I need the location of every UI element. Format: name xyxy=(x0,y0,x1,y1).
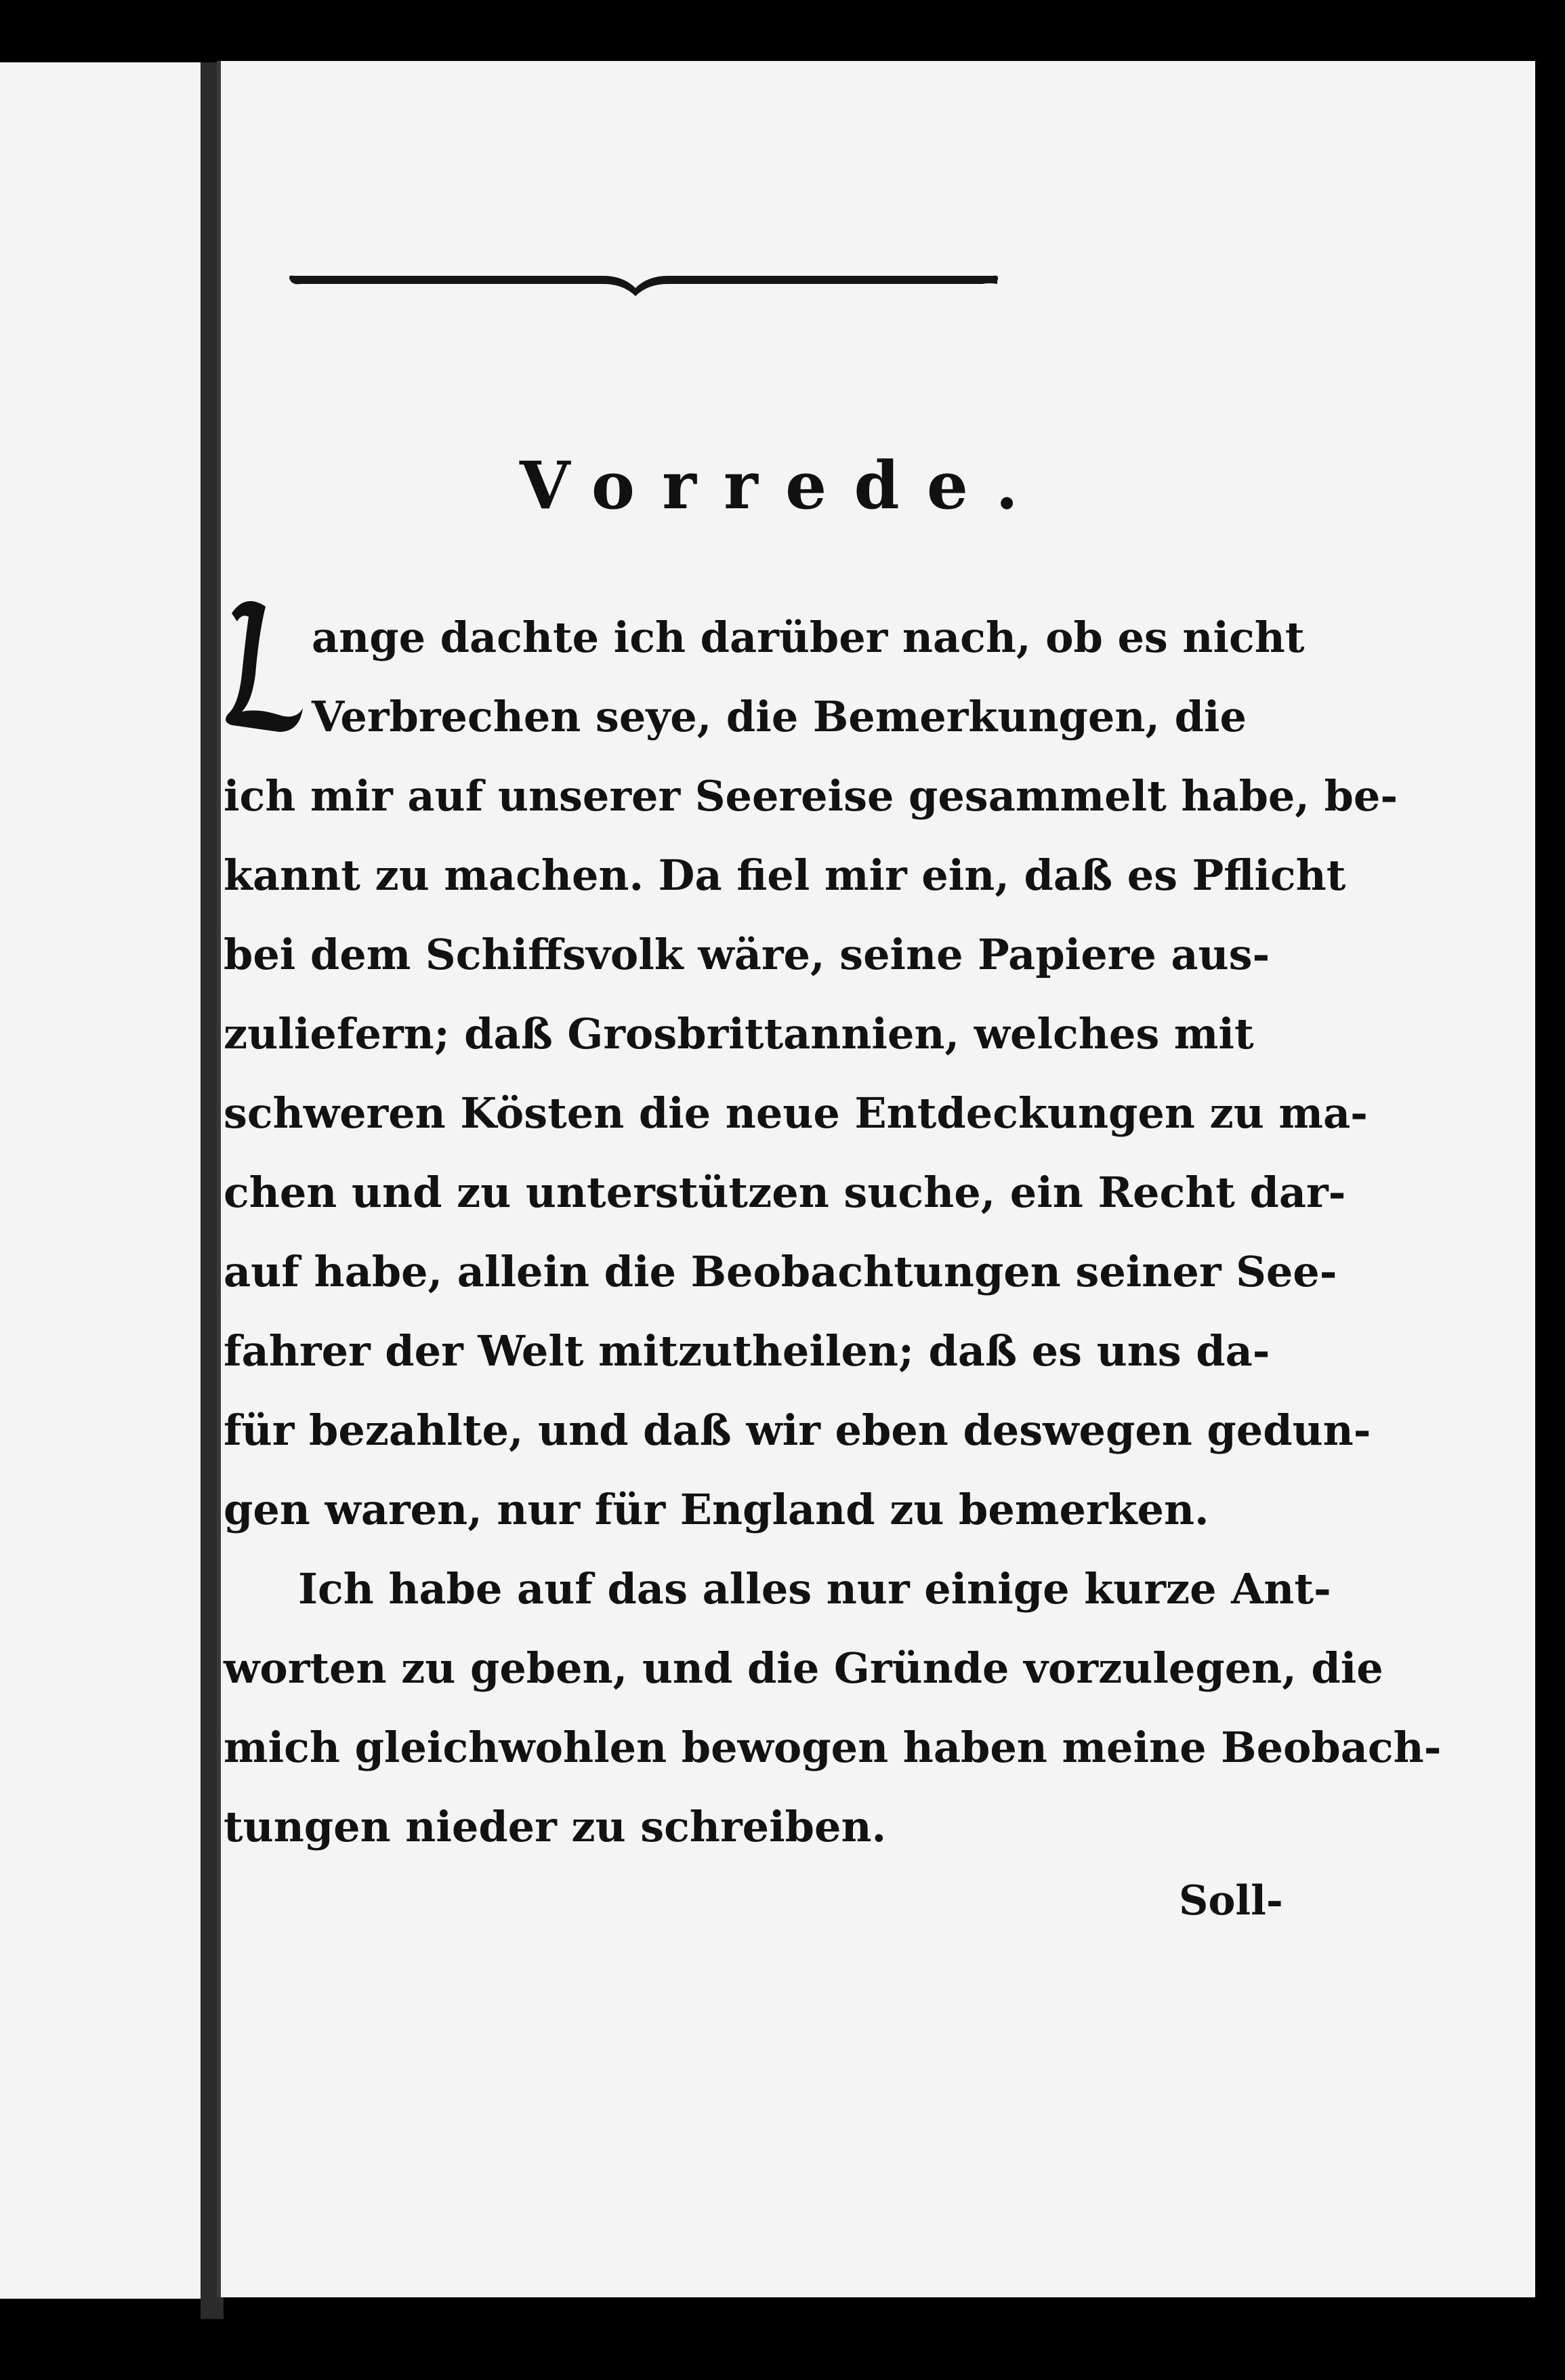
text-line: ich mir auf unserer Seereise gesammelt habe, be- xyxy=(224,771,1398,821)
text-line: schweren Kösten die neue Entdeckungen zu ma- xyxy=(224,1088,1368,1138)
page-title: Vorrede. xyxy=(519,447,1046,524)
left-page xyxy=(0,62,201,2299)
text-line: worten zu geben, und die Gründe vorzulegen, die xyxy=(224,1643,1383,1693)
body-text xyxy=(224,598,1442,1866)
text-line: für bezahlte, und daß wir eben deswegen gedun- xyxy=(224,1406,1371,1455)
ornamental-rule xyxy=(285,261,1003,302)
text-line: bei dem Schiffsvolk wäre, seine Papiere aus- xyxy=(224,930,1270,979)
text-line: mich gleichwohlen bewogen haben meine Beobach- xyxy=(224,1723,1442,1772)
text-line: auf habe, allein die Beobachtungen seiner See- xyxy=(224,1247,1337,1296)
text-line: Verbrechen seye, die Bemerkungen, die xyxy=(312,692,1247,741)
text-line: zuliefern; daß Grosbrittannien, welches mit xyxy=(224,1009,1254,1059)
text-line: ange dachte ich darüber nach, ob es nicht xyxy=(312,613,1305,662)
text-line: gen waren, nur für England zu bemerken. xyxy=(224,1485,1209,1534)
catchword: Soll- xyxy=(1179,1877,1283,1925)
text-line: kannt zu machen. Da fiel mir ein, daß es Pflicht xyxy=(224,850,1346,900)
text-line: tungen nieder zu schreiben. xyxy=(224,1802,887,1851)
text-line: Ich habe auf das alles nur einige kurze Ant- xyxy=(298,1564,1331,1614)
text-line: chen und zu unterstützen suche, ein Recht dar- xyxy=(224,1168,1346,1217)
text-line: fahrer der Welt mitzutheilen; daß es uns da- xyxy=(224,1326,1270,1376)
